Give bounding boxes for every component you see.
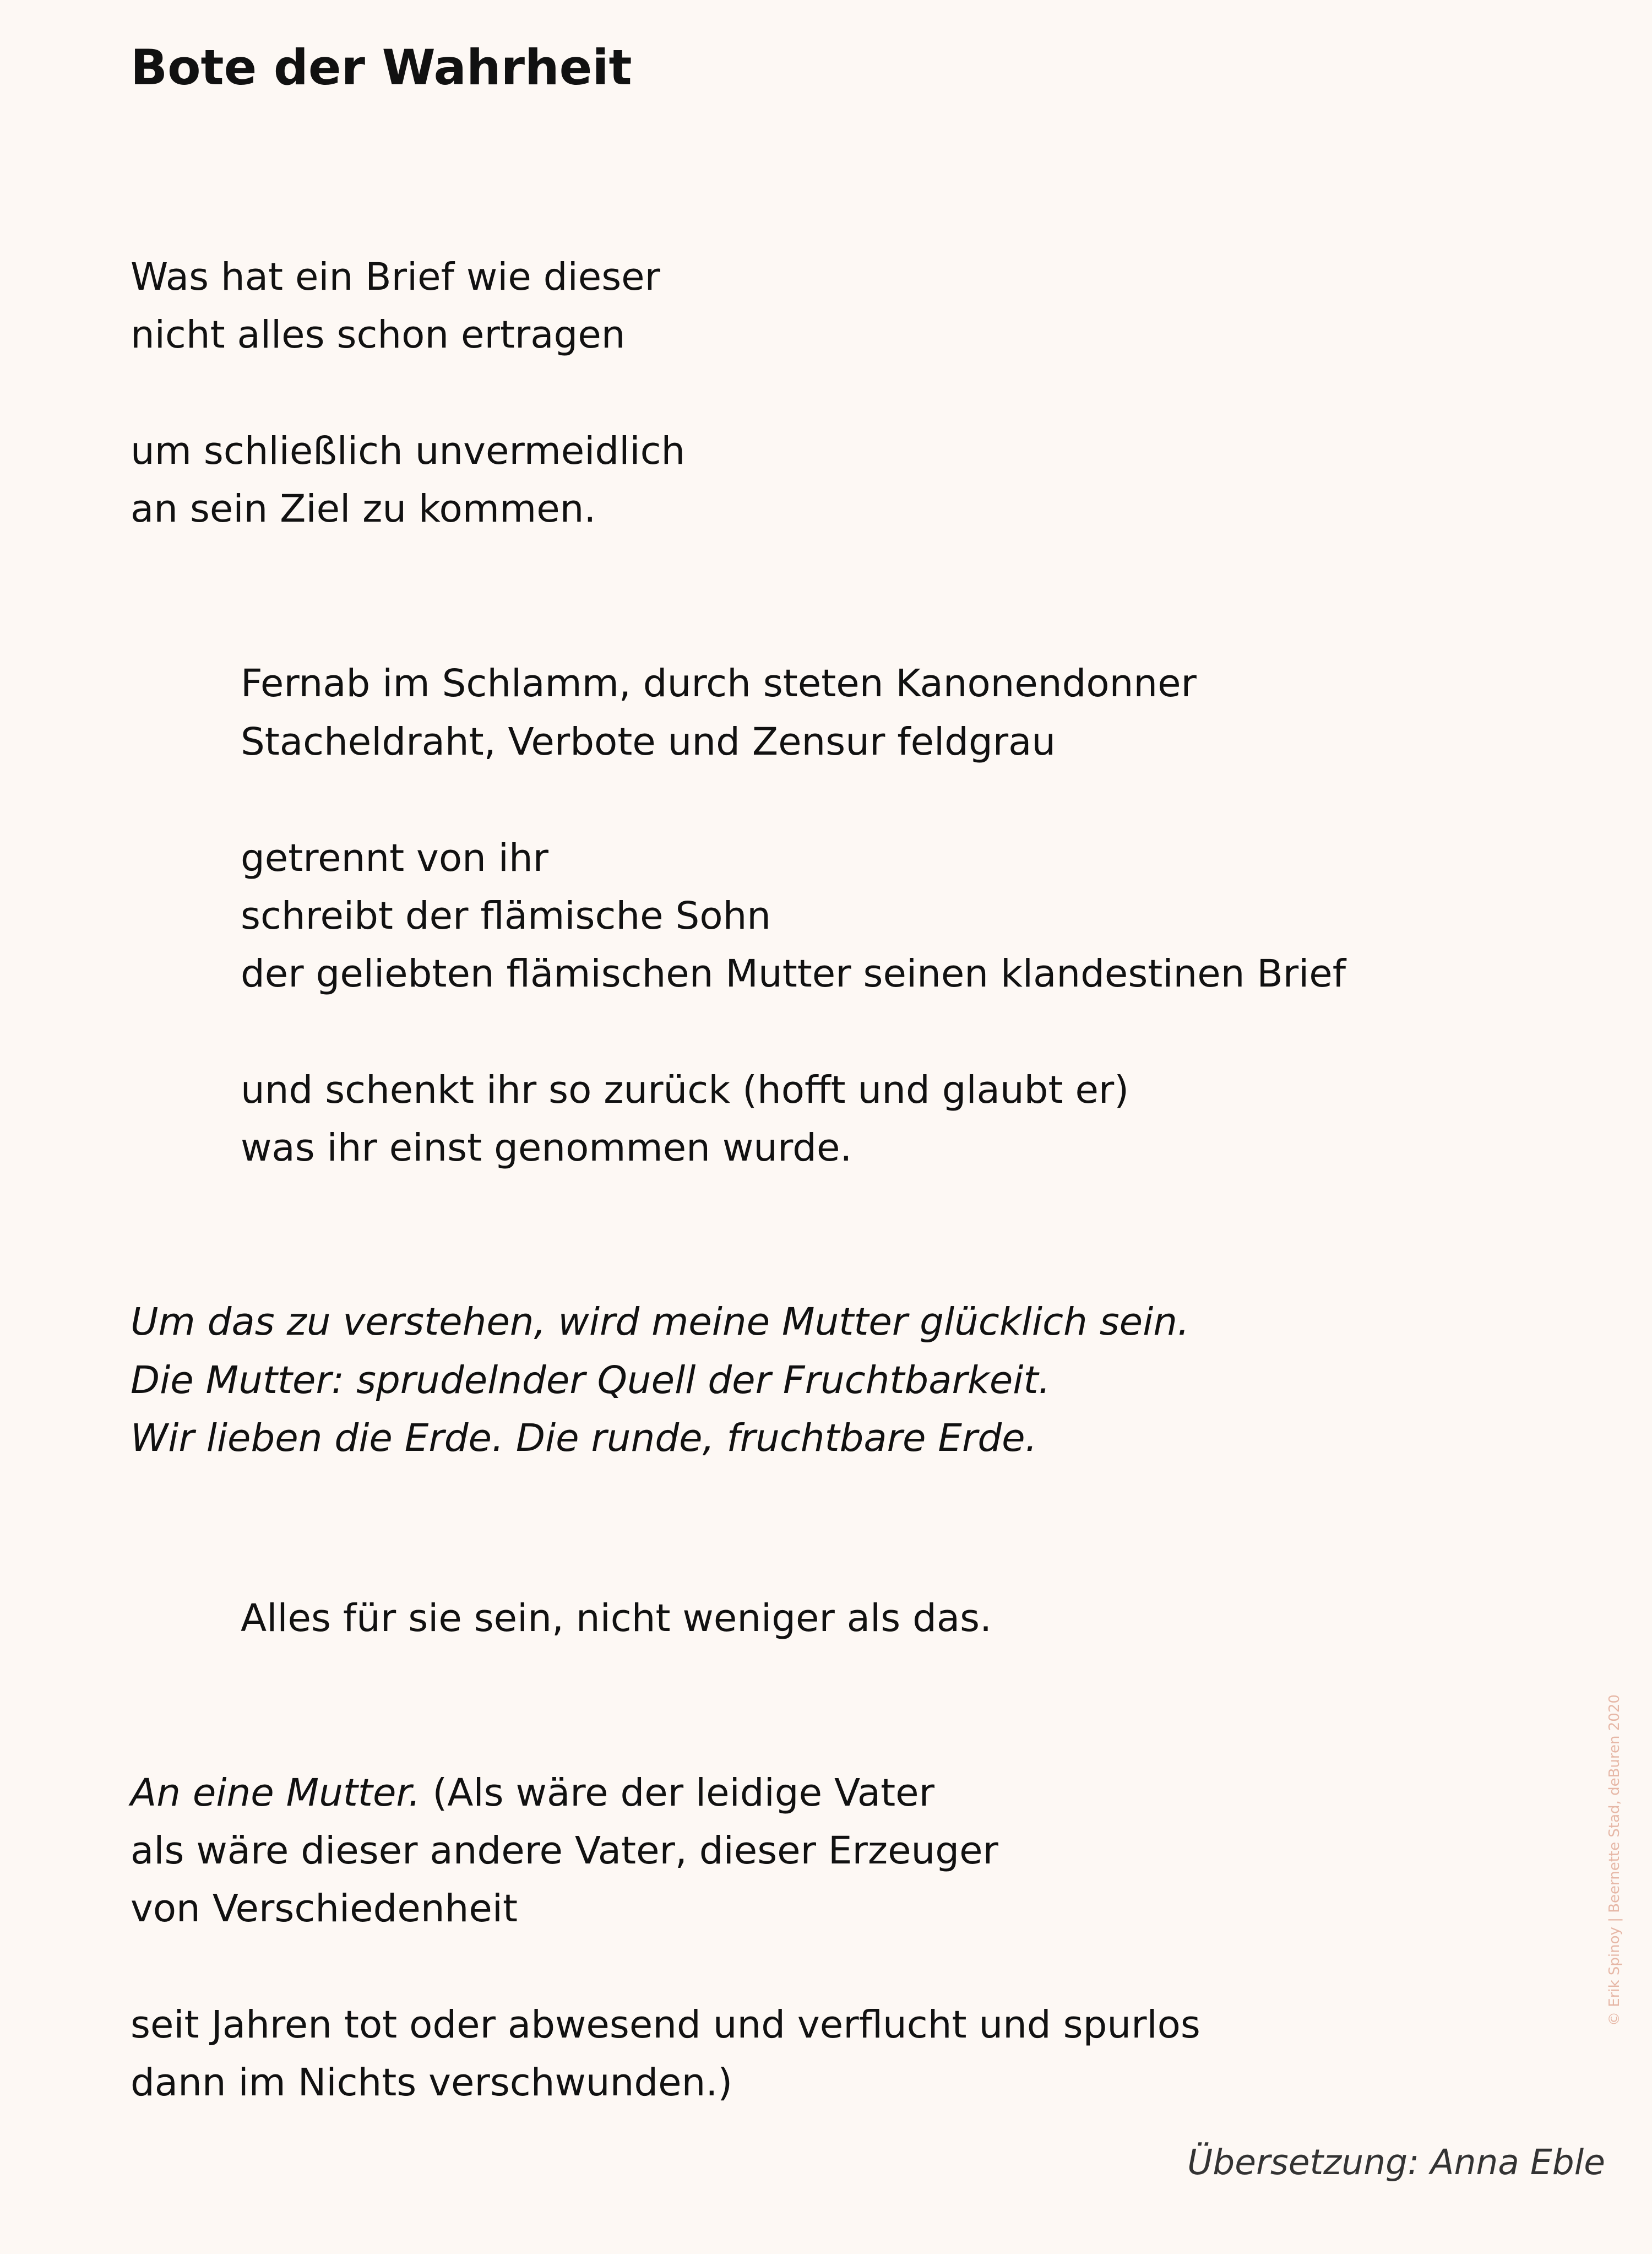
poem-line: von Verschiedenheit: [131, 1887, 518, 1931]
copyright-notice: © Erik Spinoy | Beernette Stad, deBuren 2020: [1606, 1694, 1623, 2026]
poem-line: Fernab im Schlamm, durch steten Kanonendonner: [241, 662, 1197, 706]
poem-line-italic: Wir lieben die Erde. Die runde, fruchtbare Erde.: [131, 1416, 1037, 1460]
poem-line: was ihr einst genommen wurde.: [241, 1126, 852, 1170]
poem-line: nicht alles schon ertragen: [131, 313, 626, 357]
poem-line-mixed: [131, 1770, 934, 1816]
poem-title: Bote der Wahrheit: [131, 39, 632, 96]
poem-line: um schließlich unvermeidlich: [131, 429, 686, 473]
poem-line-italic-part: An eine Mutter.: [131, 1771, 421, 1815]
poem-line: Stacheldraht, Verbote und Zensur feldgrau: [241, 720, 1056, 764]
poem-line-regular-part: (Als wäre der leidige Vater: [420, 1771, 934, 1815]
poem-line: getrennt von ihr: [241, 836, 549, 880]
poem-line-italic: Um das zu verstehen, wird meine Mutter glücklich sein.: [131, 1300, 1189, 1344]
poem-line: als wäre dieser andere Vater, dieser Erzeuger: [131, 1829, 998, 1873]
poem-line: und schenkt ihr so zurück (hofft und glaubt er): [241, 1068, 1129, 1112]
poem-line: Alles für sie sein, nicht weniger als das.: [241, 1596, 992, 1640]
poem-line: dann im Nichts verschwunden.): [131, 2061, 733, 2105]
poem-line: schreibt der flämische Sohn: [241, 894, 771, 938]
poem-line: seit Jahren tot oder abwesend und verflucht und spurlos: [131, 2003, 1200, 2047]
translator-credit: Übersetzung: Anna Eble: [1187, 2142, 1605, 2182]
poem-line: der geliebten flämischen Mutter seinen klandestinen Brief: [241, 952, 1346, 996]
poem-line: Was hat ein Brief wie dieser: [131, 255, 660, 299]
poem-line-italic: Die Mutter: sprudelnder Quell der Fruchtbarkeit.: [131, 1358, 1051, 1402]
poem-line: an sein Ziel zu kommen.: [131, 487, 596, 531]
